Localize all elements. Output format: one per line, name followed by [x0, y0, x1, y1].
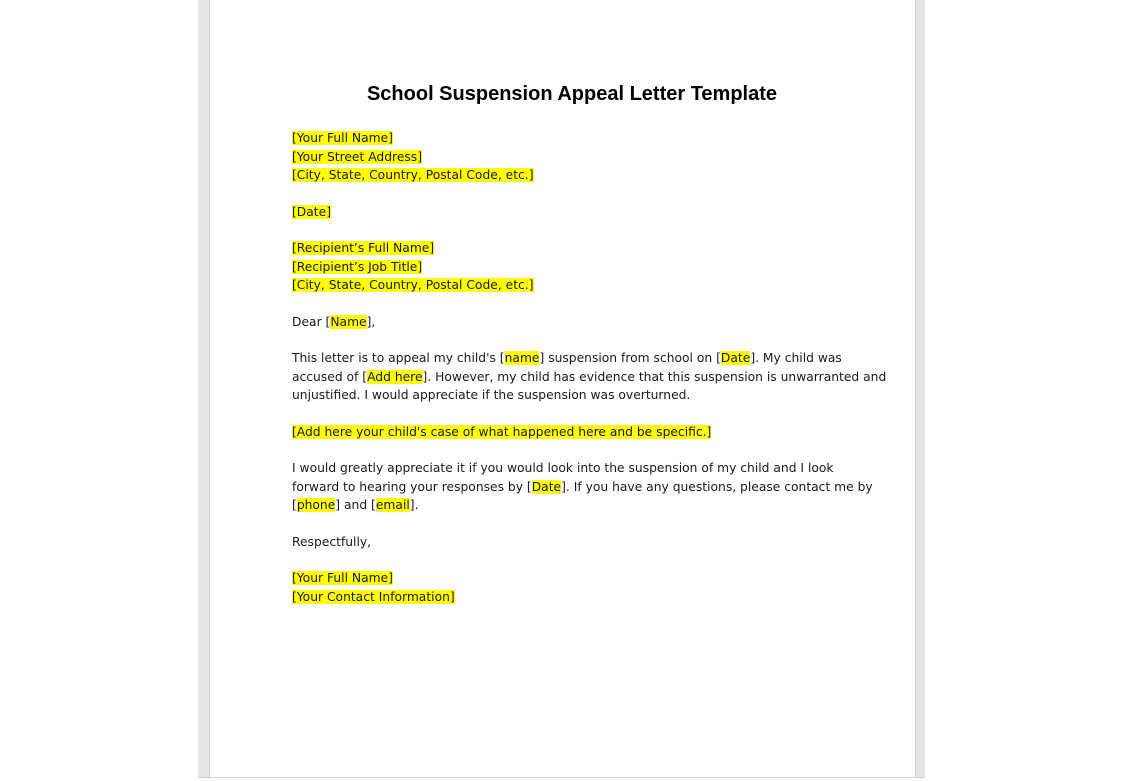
letter-date: [Date]	[292, 204, 331, 219]
child-name-placeholder: name	[504, 351, 540, 365]
signature-name: [Your Full Name]	[292, 571, 393, 585]
recipient-city: [City, State, Country, Postal Code, etc.]	[292, 278, 534, 292]
recipient-name: [Recipient’s Full Name]	[292, 241, 435, 255]
closing: Respectfully,	[292, 534, 372, 549]
sender-street: [Your Street Address]	[292, 149, 422, 164]
paragraph-1: This letter is to appeal my child's [name] suspension from school on [Date]. My child was accused of [Add here]. However, my child has evidence that this suspension is unwarranted and unjustified. I would appreciate if the suspension was overturned.	[292, 351, 887, 402]
salutation: Dear [Name],	[292, 314, 376, 329]
sender-city: [City, State, Country, Postal Code, etc.]	[292, 168, 534, 182]
response-date-placeholder: Date	[531, 479, 562, 494]
signature-contact: [Your Contact Information]	[292, 589, 455, 604]
accusation-placeholder: Add here	[367, 369, 423, 384]
recipient-job-title: [Recipient’s Job Title]	[292, 259, 423, 274]
phone-placeholder: phone	[296, 498, 336, 512]
email-placeholder: email	[375, 498, 410, 512]
suspension-date-placeholder: Date	[720, 351, 751, 365]
document-title: School Suspension Appeal Letter Template	[366, 83, 778, 105]
salutation-name-placeholder: Name	[330, 314, 367, 329]
sender-name: [Your Full Name]	[292, 131, 393, 145]
paragraph-2: I would greatly appreciate it if you would look into the suspension of my child and I look forward to hearing your responses by [Date]. If you have any questions, please contact me by [phone] and [email].	[292, 461, 873, 512]
case-details-placeholder: [Add here your child's case of what happened here and be specific.]	[292, 424, 712, 439]
letter-body	[292, 129, 887, 606]
